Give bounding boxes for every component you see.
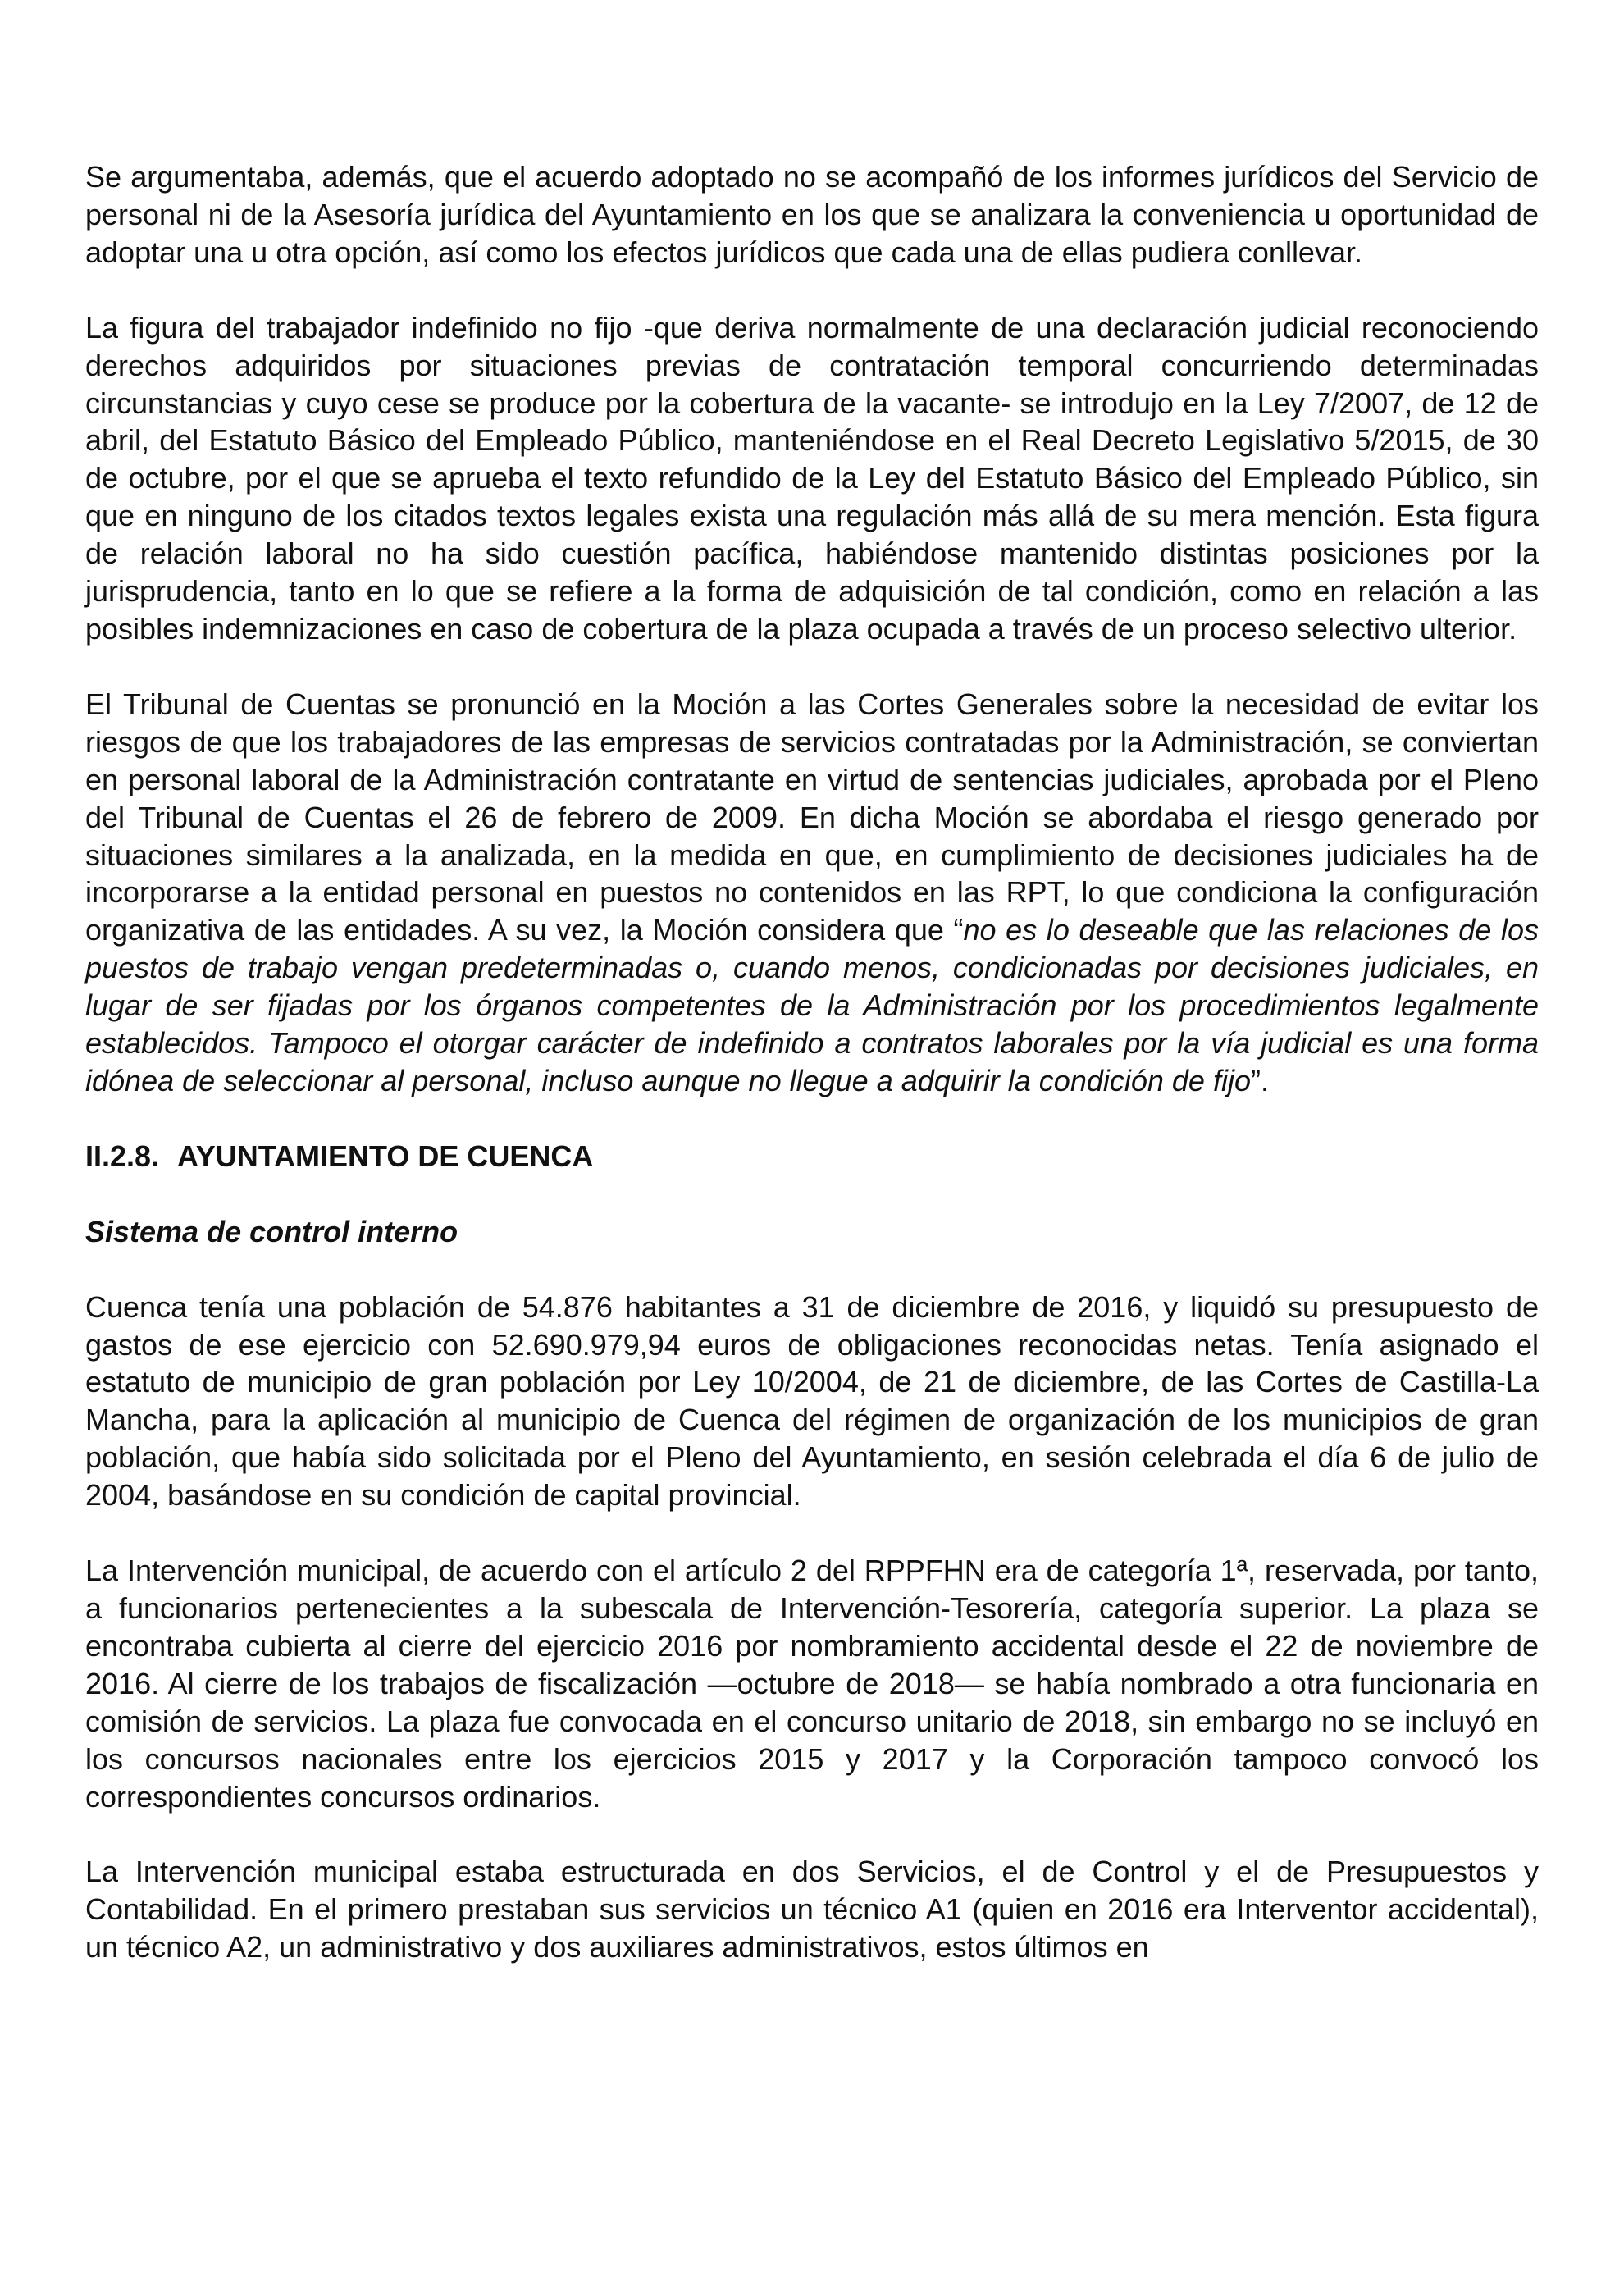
paragraph-intervention-category: La Intervención municipal, de acuerdo con el artículo 2 del RPPFHN era de categoría 1ª, reservada, por tanto, a funcionarios pertenecientes a la subescala de Intervención-Tesorería, categoría superior. La plaza se encontraba cubierta al cierre del ejercicio 2016 por nombramiento accidental desde el 22 de noviembre de 2016. Al cierre de los trabajos de fiscalización —octubre de 2018— se había nombrado a otra funcionaria en comisión de servicios. La plaza fue convocada en el concurso unitario de 2018, sin embargo no se incluyó en los concursos nacionales entre los ejercicios 2015 y 2017 y la Corporación tampoco convocó los correspondientes concursos ordinarios. bbox=[85, 1554, 1539, 1814]
motion-quote: no es lo deseable que las relaciones de los puestos de trabajo vengan predeterminadas o, cuando menos, condicionadas por decisiones judiciales, en lugar de ser fijadas por los órganos competentes de la Administración por los procedimientos legalmente establecidos. Tampoco el otorgar carácter de indefinido a contratos laborales por la vía judicial es una forma idónea de seleccionar al personal, incluso aunque no llegue a adquirir la condición de fijo bbox=[85, 913, 1539, 1097]
section-title: AYUNTAMIENTO DE CUENCA bbox=[177, 1138, 594, 1173]
paragraph-argument: Se argumentaba, además, que el acuerdo adoptado no se acompañó de los informes jurídicos del Servicio de personal ni de la Asesoría jurídica del Ayuntamiento en los que se analizara la conveniencia u oportunidad de adoptar una u otra opción, así como los efectos jurídicos que cada una de ellas pudiera conllevar. bbox=[85, 160, 1539, 269]
motion-quote-close: ”. bbox=[1250, 1063, 1269, 1097]
paragraph-cuenca-population: Cuenca tenía una población de 54.876 habitantes a 31 de diciembre de 2016, y liquidó su presupuesto de gastos de ese ejercicio con 52.690.979,94 euros de obligaciones reconocidas netas. Tenía asignado el estatuto de municipio de gran población por Ley 10/2004, de 21 de diciembre, de las Cortes de Castilla-La Mancha, para la aplicación al municipio de Cuenca del régimen de organización de los municipios de gran población, que había sido solicitada por el Pleno del Ayuntamiento, en sesión celebrada el día 6 de julio de 2004, basándose en su condición de capital provincial. bbox=[85, 1289, 1539, 1513]
subheading-internal-control: Sistema de control interno bbox=[85, 1214, 458, 1248]
paragraph-tribunal-motion bbox=[85, 686, 1539, 1100]
section-number: II.2.8. bbox=[85, 1138, 160, 1173]
document-page bbox=[85, 158, 1539, 1966]
motion-intro-text: El Tribunal de Cuentas se pronunció en la Moción a las Cortes Generales sobre la necesidad de evitar los riesgos de que los trabajadores de las empresas de servicios contratadas por la Administración, se conviertan en personal laboral de la Administración contratante en virtud de sentencias judiciales, aprobada por el Pleno del Tribunal de Cuentas el 26 de febrero de 2009. En dicha Moción se abordaba el riesgo generado por situaciones similares a la analizada, en la medida en que, en cumplimiento de decisiones judiciales ha de incorporarse a la entidad personal en puestos no contenidos en las RPT, lo que condiciona la configuración organizativa de las entidades. A su vez, la Moción considera que “ bbox=[85, 687, 1539, 947]
paragraph-indefinite-worker: La figura del trabajador indefinido no fijo -que deriva normalmente de una declaración judicial reconociendo derechos adquiridos por situaciones previas de contratación temporal concurriendo determinadas circunstancias y cuyo cese se produce por la cobertura de la vacante- se introdujo en la Ley 7/2007, de 12 de abril, del Estatuto Básico del Empleado Público, manteniéndose en el Real Decreto Legislativo 5/2015, de 30 de octubre, por el que se aprueba el texto refundido de la Ley del Estatuto Básico del Empleado Público, sin que en ninguno de los citados textos legales exista una regulación más allá de su mera mención. Esta figura de relación laboral no ha sido cuestión pacífica, habiéndose mantenido distintas posiciones por la jurisprudencia, tanto en lo que se refiere a la forma de adquisición de tal condición, como en relación a las posibles indemnizaciones en caso de cobertura de la plaza ocupada a través de un proceso selectivo ulterior. bbox=[85, 310, 1539, 646]
section-heading bbox=[85, 1138, 1539, 1175]
paragraph-intervention-structure: La Intervención municipal estaba estructurada en dos Servicios, el de Control y el de Presupuestos y Contabilidad. En el primero prestaban sus servicios un técnico A1 (quien en 2016 era Interventor accidental), un técnico A2, un administrativo y dos auxiliares administrativos, estos últimos en bbox=[85, 1855, 1539, 1964]
